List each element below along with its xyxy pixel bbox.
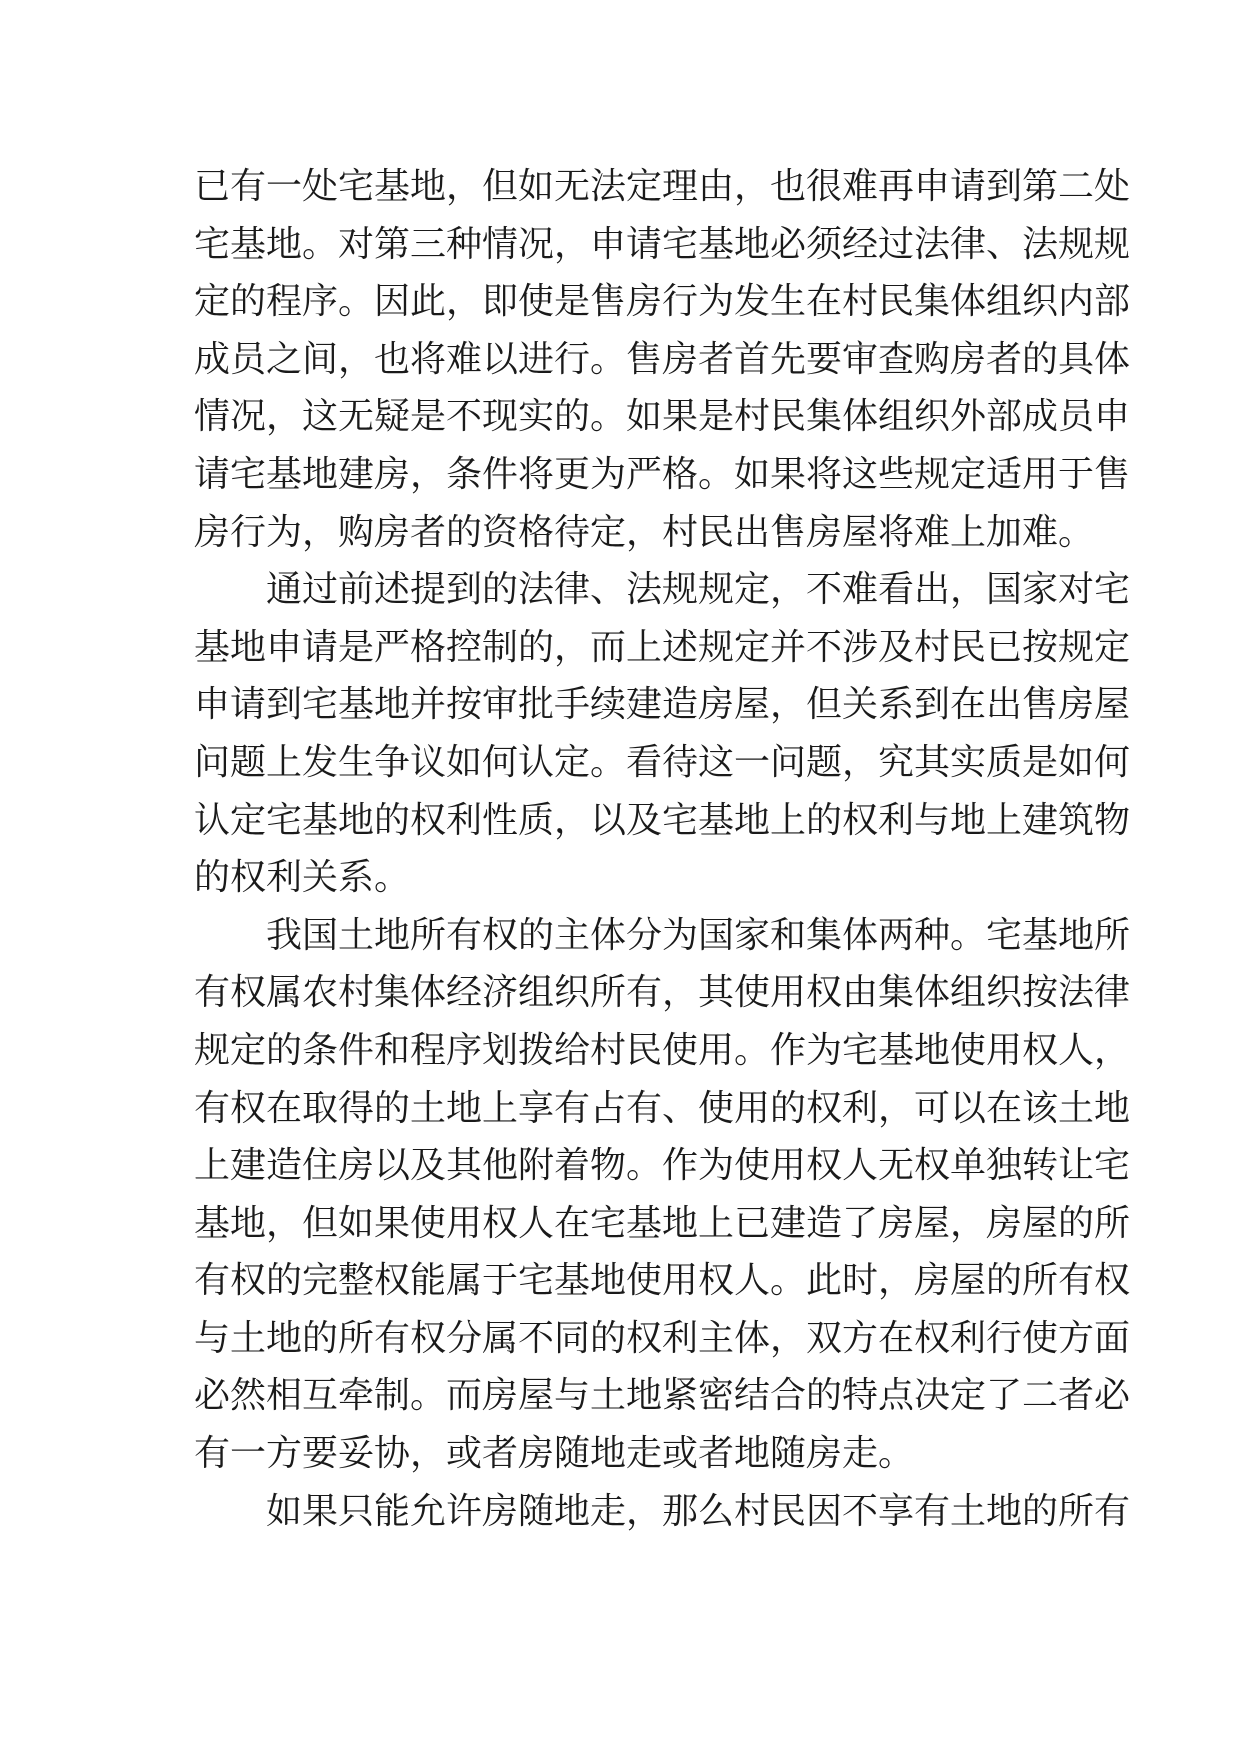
text-line: 申请到宅基地并按审批手续建造房屋，但关系到在出售房屋	[194, 684, 1131, 726]
text-line: 问题上发生争议如何认定。看待这一问题，究其实质是如何	[194, 741, 1131, 783]
text-line: 如果只能允许房随地走，那么村民因不享有土地的所有	[266, 1490, 1131, 1532]
text-line: 必然相互牵制。而房屋与土地紧密结合的特点决定了二者必	[194, 1375, 1131, 1417]
text-line: 通过前述提到的法律、法规规定，不难看出，国家对宅	[266, 569, 1131, 611]
text-line: 规定的条件和程序划拨给村民使用。作为宅基地使用权人，	[194, 1029, 1131, 1071]
text-line: 宅基地。对第三种情况，申请宅基地必须经过法律、法规规	[194, 223, 1131, 265]
paragraph	[194, 561, 1131, 907]
text-line: 有一方要妥协，或者房随地走或者地随房走。	[194, 1433, 915, 1475]
body-text	[194, 158, 1131, 1540]
text-line: 请宅基地建房，条件将更为严格。如果将这些规定适用于售	[194, 453, 1131, 495]
text-line: 已有一处宅基地，但如无法定理由，也很难再申请到第二处	[194, 166, 1131, 207]
text-line: 与土地的所有权分属不同的权利主体，双方在权利行使方面	[194, 1317, 1131, 1359]
paragraph	[194, 1483, 1131, 1541]
text-line: 有权在取得的土地上享有占有、使用的权利，可以在该土地	[194, 1087, 1131, 1129]
text-line: 的权利关系。	[194, 857, 411, 899]
text-line: 有权属农村集体经济组织所有，其使用权由集体组织按法律	[194, 972, 1131, 1014]
text-line: 成员之间，也将难以进行。售房者首先要审查购房者的具体	[194, 338, 1131, 380]
text-line: 定的程序。因此，即使是售房行为发生在村民集体组织内部	[194, 281, 1131, 323]
paragraph	[194, 158, 1131, 561]
text-line: 有权的完整权能属于宅基地使用权人。此时，房屋的所有权	[194, 1260, 1131, 1302]
paragraph	[194, 907, 1131, 1483]
text-line: 认定宅基地的权利性质，以及宅基地上的权利与地上建筑物	[194, 799, 1131, 841]
text-line: 我国土地所有权的主体分为国家和集体两种。宅基地所	[266, 914, 1131, 956]
text-line: 情况，这无疑是不现实的。如果是村民集体组织外部成员申	[194, 396, 1131, 438]
text-line: 房行为，购房者的资格待定，村民出售房屋将难上加难。	[194, 511, 1095, 553]
text-line: 基地申请是严格控制的，而上述规定并不涉及村民已按规定	[194, 626, 1131, 668]
text-line: 上建造住房以及其他附着物。作为使用权人无权单独转让宅	[194, 1145, 1131, 1187]
text-line: 基地，但如果使用权人在宅基地上已建造了房屋，房屋的所	[194, 1202, 1131, 1244]
